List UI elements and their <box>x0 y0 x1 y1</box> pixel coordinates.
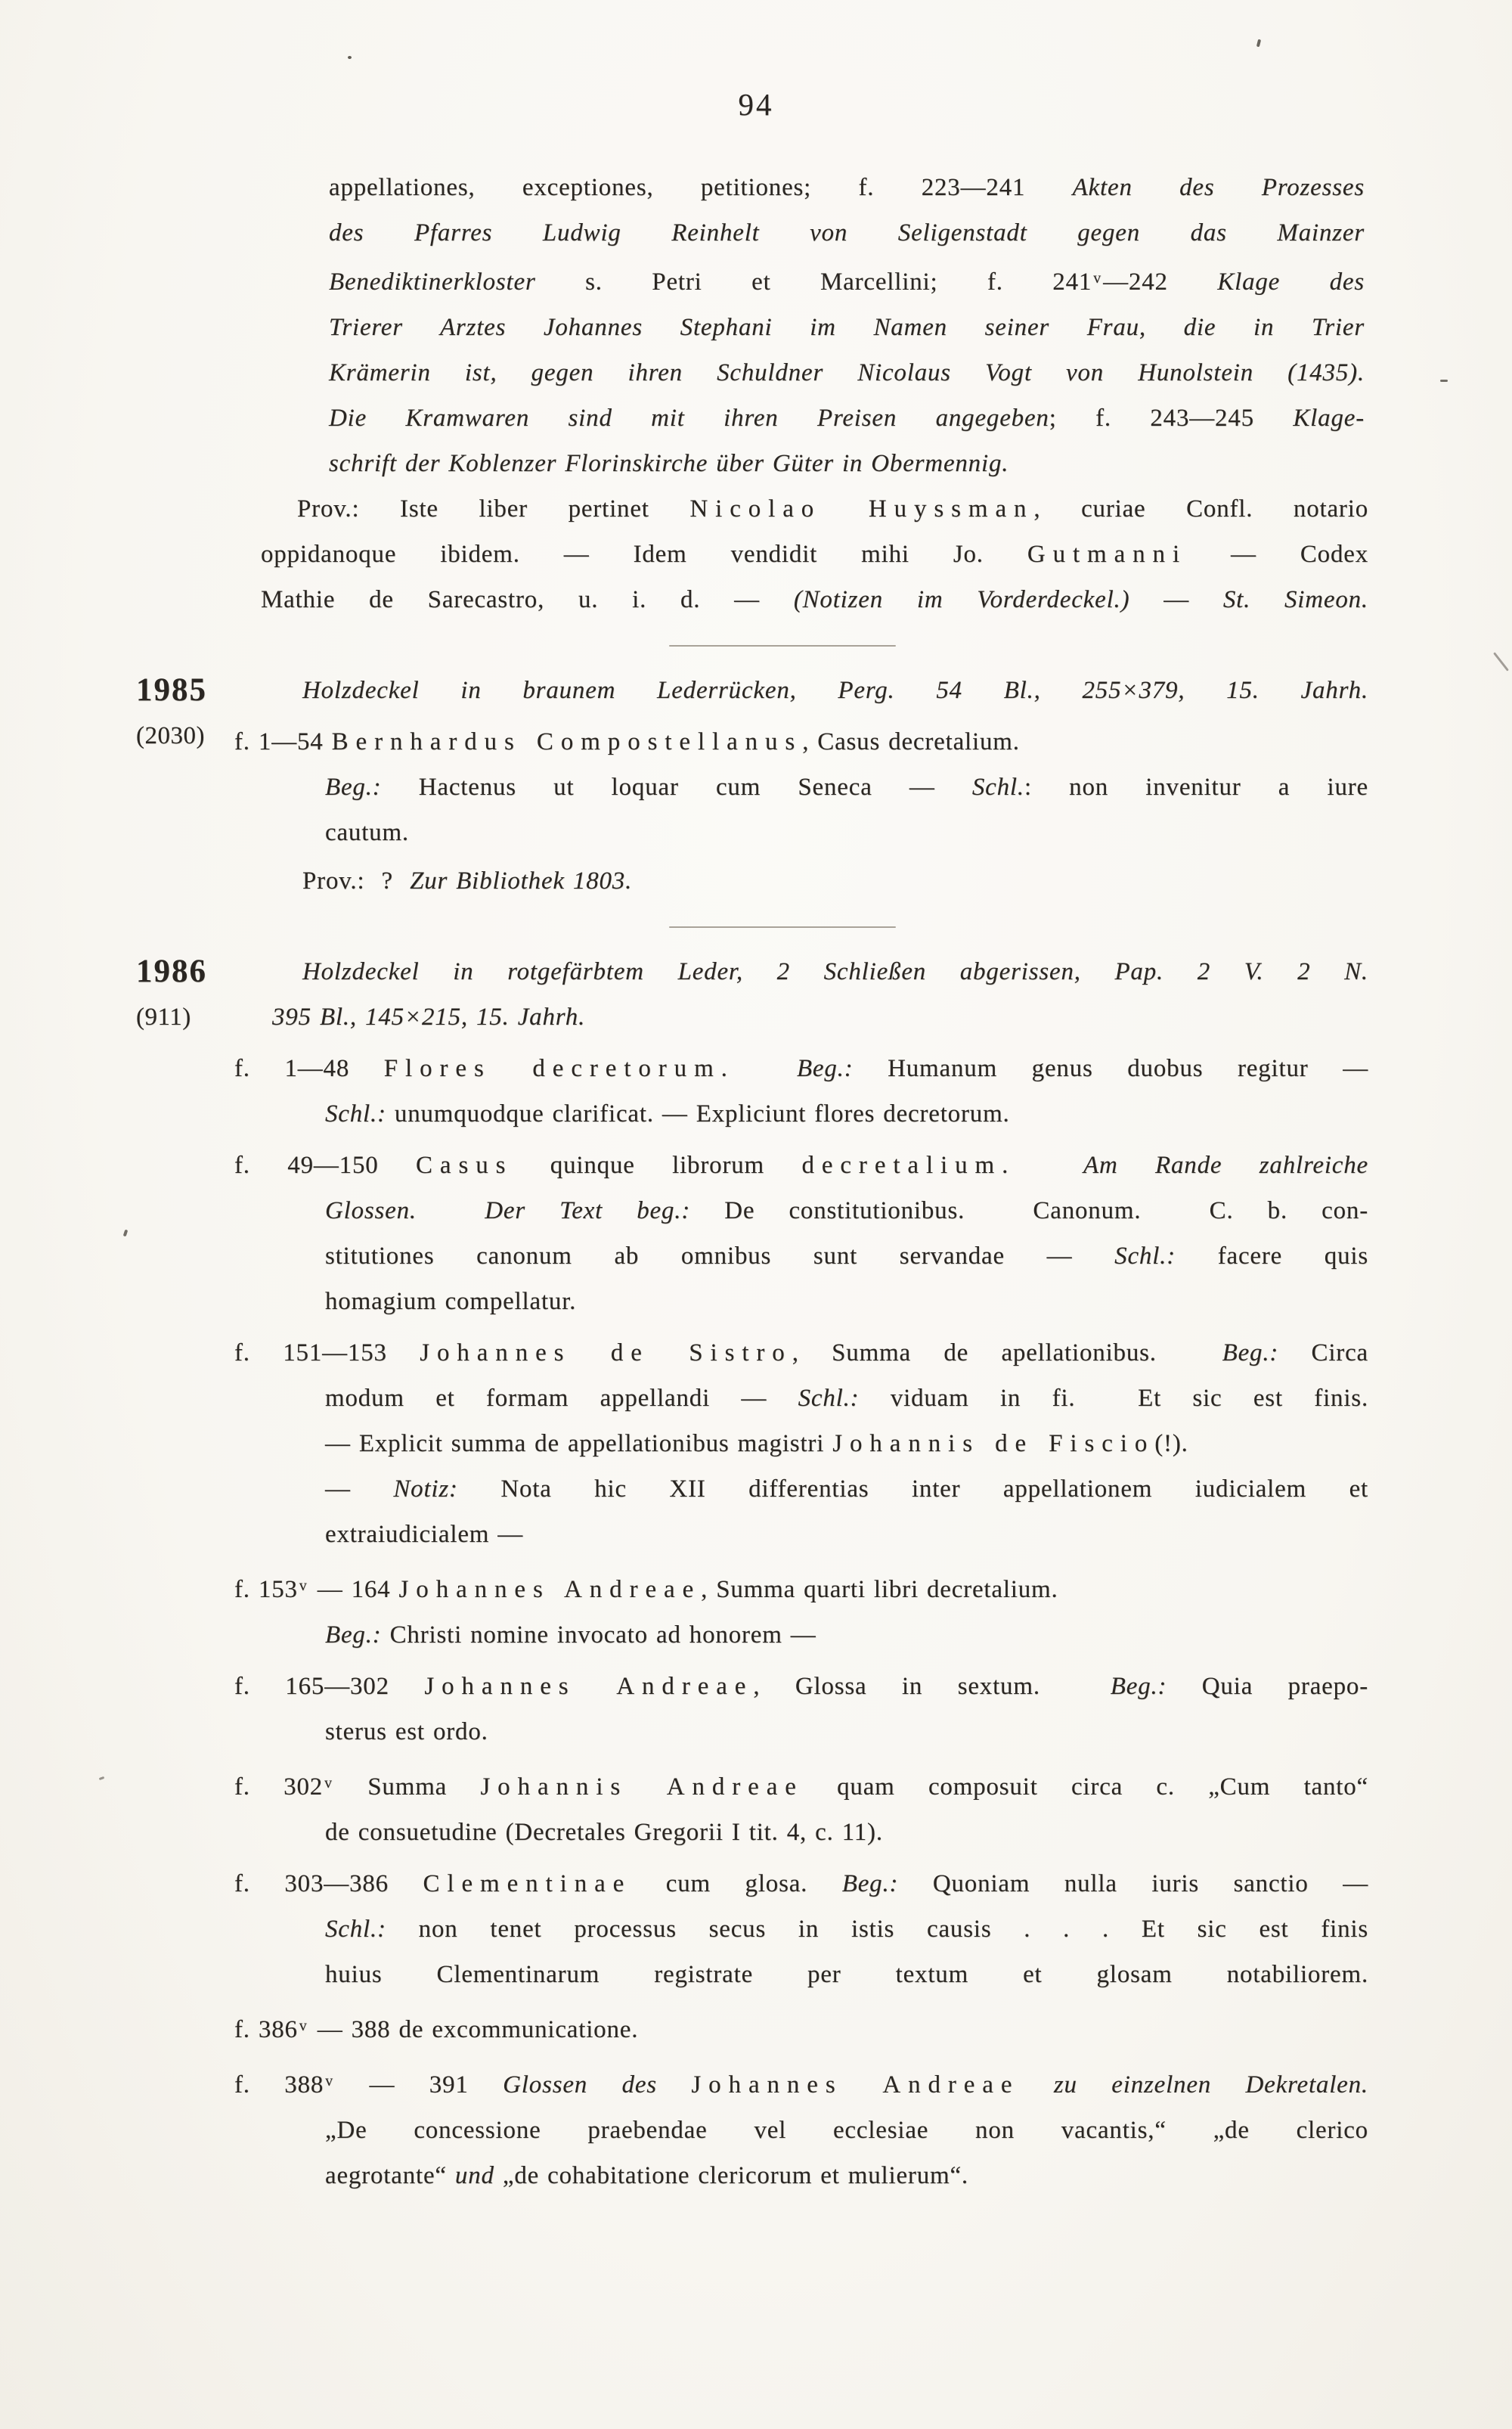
text-line <box>325 1233 1368 1279</box>
entry-item <box>234 1760 1368 1855</box>
entry-item <box>234 1861 1368 1997</box>
text-line <box>325 1810 1368 1855</box>
entry-item <box>234 1330 1368 1557</box>
text-line <box>325 1906 1368 1952</box>
text-run: — 391 <box>335 2071 503 2099</box>
text-run: f. 388 <box>234 2071 324 2099</box>
text-run: . <box>720 1054 797 1082</box>
entry-label <box>136 668 234 904</box>
entry-old-shelfmark: (911) <box>136 1003 191 1031</box>
text-run: Beg.: <box>1110 1672 1167 1700</box>
text-line <box>234 1664 1368 1709</box>
text-run: facere quis <box>1176 1242 1368 1270</box>
text-run: Beg.: <box>796 1054 854 1082</box>
text-run: huius Clementinarum registrate per textum et glosam notabiliorem. <box>325 1960 1368 1988</box>
text-run: Glossen. Der Text beg.: <box>325 1196 691 1224</box>
text-run: Prov.: ? <box>302 867 411 895</box>
text-run: Hactenus ut loquar cum Seneca — <box>381 773 972 801</box>
text-run: Trierer Arztes Johannes Stephani im Namen seiner Frau, die in Trier <box>329 313 1365 341</box>
text-line <box>302 858 1368 904</box>
text-run: Beg.: <box>325 773 382 801</box>
entry-content <box>234 949 1368 2198</box>
text-run: —242 <box>1103 268 1218 296</box>
text-run: extraiudicialem — <box>325 1520 524 1548</box>
text-run: viduam in fi. Et sic est finis. <box>859 1384 1368 1412</box>
text-run: Johannis Andreae <box>480 1773 804 1801</box>
text-run: Summa <box>333 1773 481 1801</box>
text-run: Casus <box>416 1151 513 1179</box>
text-run: cum glosa. <box>631 1869 842 1897</box>
entry-binding-heading <box>234 949 1368 1040</box>
page-number: 94 <box>738 87 774 122</box>
text-run: De constitutionibus. Canonum. C. b. con- <box>690 1196 1368 1224</box>
text-line <box>261 577 1368 622</box>
text-run: Bernhardus Compostellanus <box>331 727 803 755</box>
text-line <box>325 1612 1368 1658</box>
text-run: Holzdeckel in rotgefärbtem Leder, 2 Schließen abgerissen, Pap. 2 V. 2 N. <box>302 957 1368 985</box>
text-line <box>234 1563 1368 1612</box>
text-run: Humanum genus duobus regitur — <box>853 1054 1368 1082</box>
text-run: Glossen des <box>503 2071 657 2099</box>
entry-item <box>234 719 1368 855</box>
text-run: — Explicit summa de appellationibus magistri <box>325 1429 833 1457</box>
text-run: Akten des Prozesses <box>1072 174 1365 201</box>
text-line <box>234 2058 1368 2108</box>
text-run: „De concessione praebendae vel ecclesiae non vacantis,“ „de clerico <box>325 2116 1368 2144</box>
text-run: oppidanoque ibidem. — Idem vendidit mihi Jo. <box>261 540 1027 568</box>
scan-speck <box>123 1230 129 1237</box>
text-run: : non invenitur a iure <box>1024 773 1368 801</box>
text-run: Prov.: Iste liber pertinet <box>297 495 690 523</box>
text-run: , Glossa in sextum. <box>753 1672 1111 1700</box>
text-line <box>325 1188 1368 1233</box>
text-line <box>329 305 1365 350</box>
text-run: v <box>299 2017 307 2034</box>
entry-number: 1986 <box>136 953 207 989</box>
text-run: Am Rande zahlreiche <box>1083 1151 1369 1179</box>
text-run: cautum. <box>325 818 409 846</box>
text-run: — 164 <box>308 1575 399 1603</box>
text-line <box>302 668 1368 713</box>
text-run: Flores decretorum <box>383 1054 721 1082</box>
entry-number: 1985 <box>136 672 207 708</box>
entry-binding-heading <box>234 668 1368 713</box>
text-run: modum et formam appellandi — <box>325 1384 798 1412</box>
text-run: f. 151—153 <box>234 1339 420 1367</box>
text-run: decretalium <box>801 1151 1002 1179</box>
text-line <box>234 719 1368 765</box>
text-run: Johannes Andreae <box>691 2071 1020 2099</box>
text-line <box>234 1330 1368 1376</box>
text-run: — 388 de excommunicatione. <box>308 2015 639 2043</box>
text-run: Schl. <box>971 773 1024 801</box>
text-run: f. 386 <box>234 2015 298 2043</box>
text-run: Quia praepo- <box>1167 1672 1368 1700</box>
entry-item <box>234 1143 1368 1324</box>
text-run: Holzdeckel in braunem Lederrücken, Perg. 54 Bl., 255×379, 15. Jahrh. <box>302 676 1368 704</box>
text-run: Clementinae <box>423 1869 632 1897</box>
text-line <box>325 810 1368 855</box>
text-run: — <box>1129 585 1223 613</box>
text-run: „de cohabitatione clericorum et mulierum“. <box>494 2161 968 2189</box>
text-run: appellationes, exceptiones, petitiones; f. 223—241 <box>329 174 1073 201</box>
text-run: , Casus decretalium. <box>802 727 1020 755</box>
text-run: Quoniam nulla iuris sanctio — <box>898 1869 1368 1897</box>
text-line <box>234 1760 1368 1810</box>
text-run: Klage des <box>1217 268 1365 296</box>
text-line <box>325 1376 1368 1421</box>
text-line <box>325 1512 1368 1557</box>
text-line <box>325 1466 1368 1512</box>
text-run: Johannes Andreae <box>424 1672 754 1700</box>
text-run: Die Kramwaren sind mit ihren Preisen angegeben <box>329 404 1049 432</box>
text-line <box>325 1091 1368 1137</box>
text-run: de consuetudine (Decretales Gregorii I tit. 4, c. 11). <box>325 1818 883 1846</box>
text-run: Beg.: <box>325 1621 382 1649</box>
text-run: stitutiones canonum ab omnibus sunt servandae — <box>325 1242 1115 1270</box>
entry-provenance <box>302 858 1368 904</box>
text-line <box>325 765 1368 810</box>
text-line <box>234 1046 1368 1091</box>
text-run: quam composuit circa c. „Cum tanto“ <box>803 1773 1369 1801</box>
provenance-paragraph <box>261 486 1368 622</box>
text-run: unumquodque clarificat. — Expliciunt flores decretorum. <box>386 1100 1010 1128</box>
text-run: Circa <box>1278 1339 1368 1367</box>
text-run: Klage- <box>1293 404 1365 432</box>
entry-old-shelfmark: (2030) <box>136 721 205 749</box>
text-run: , curiae Confl. notario <box>1033 495 1368 523</box>
entry-label <box>136 949 234 2198</box>
text-run: Mathie de Sarecastro, u. i. d. — <box>261 585 794 613</box>
text-run: Notiz: <box>393 1475 458 1503</box>
text-line <box>325 1279 1368 1324</box>
text-run: , Summa de apellationibus. <box>792 1339 1222 1367</box>
text-line <box>302 949 1368 994</box>
text-run <box>657 2071 691 2099</box>
text-run: v <box>324 1774 332 1792</box>
text-run: f. 153 <box>234 1575 298 1603</box>
text-line <box>325 2153 1368 2198</box>
entry-item <box>234 2003 1368 2052</box>
scan-speck <box>1440 380 1448 382</box>
text-run: f. 303—386 <box>234 1869 423 1897</box>
text-run: f. 1—48 <box>234 1054 384 1082</box>
text-line <box>325 1709 1368 1754</box>
text-line <box>329 396 1365 441</box>
text-run: f. 49—150 <box>234 1151 416 1179</box>
text-line <box>261 532 1368 577</box>
text-run <box>1019 2071 1053 2099</box>
entry-continuation-section <box>0 165 1512 622</box>
entry-content <box>234 668 1368 904</box>
text-run: Schl.: <box>798 1384 860 1412</box>
text-run: (Notizen im Vorderdeckel.) <box>793 585 1130 613</box>
text-run: St. Simeon. <box>1222 585 1368 613</box>
text-run: Schl.: <box>1114 1242 1176 1270</box>
text-run: . <box>1002 1151 1084 1179</box>
text-run: Beg.: <box>841 1869 899 1897</box>
text-run: f. 302 <box>234 1773 324 1801</box>
text-run: , Summa quarti libri decretalium. <box>701 1575 1058 1603</box>
text-line <box>325 1421 1368 1466</box>
text-line <box>325 2108 1368 2153</box>
text-run: Schl.: <box>325 1915 386 1943</box>
text-run: f. 165—302 <box>234 1672 425 1700</box>
text-line <box>234 2003 1368 2052</box>
section-divider <box>669 645 896 647</box>
text-run: Beg.: <box>1222 1339 1279 1367</box>
text-run: des Pfarres Ludwig Reinhelt von Seligenstadt gegen das Mainzer <box>329 219 1365 247</box>
text-run: s. Petri et Marcellini; f. 241 <box>535 268 1092 296</box>
text-run: ; f. 243—245 <box>1049 404 1294 432</box>
text-line <box>329 350 1365 396</box>
text-run: sterus est ordo. <box>325 1717 488 1745</box>
text-run: Krämerin ist, gegen ihren Schuldner Nicolaus Vogt von Hunolstein (1435). <box>329 358 1365 386</box>
text-run: quinque librorum <box>513 1151 802 1179</box>
entry-item <box>234 1046 1368 1137</box>
text-run: Benediktinerkloster <box>329 268 536 296</box>
scan-speck <box>99 1776 105 1780</box>
text-run: Johannes Andreae <box>398 1575 702 1603</box>
text-run: schrift der Koblenzer Florinskirche über Güter in Obermennig. <box>329 449 1009 477</box>
text-run: Nota hic XII differentias inter appellationem iudicialem et <box>457 1475 1368 1503</box>
text-run: — <box>325 1475 394 1503</box>
text-line <box>234 1143 1368 1188</box>
entry-item <box>234 1664 1368 1754</box>
text-run: homagium compellatur. <box>325 1287 577 1315</box>
text-line <box>272 994 1368 1040</box>
entry-item <box>234 2058 1368 2198</box>
text-run: Schl.: <box>325 1100 386 1128</box>
text-line <box>329 256 1365 305</box>
section-divider <box>669 926 896 928</box>
text-run: v <box>325 2072 333 2089</box>
text-run: 395 Bl., 145×215, 15. Jahrh. <box>272 1003 586 1031</box>
text-line <box>325 1952 1368 1997</box>
catalog-entry-1985 <box>136 668 1512 904</box>
text-run: Zur Bibliothek 1803. <box>410 867 633 895</box>
text-line <box>261 486 1368 532</box>
continuation-paragraph <box>329 165 1365 486</box>
catalog-entry-1986 <box>136 949 1512 2198</box>
text-run: — Codex <box>1187 540 1368 568</box>
text-run: zu einzelnen Dekretalen. <box>1053 2071 1368 2099</box>
text-line <box>329 441 1365 486</box>
text-line <box>329 165 1365 210</box>
text-run: Christi nomine invocato ad honorem — <box>381 1621 816 1649</box>
text-run: Johannis de Fiscio <box>832 1429 1155 1457</box>
text-run: Johannes de Sistro <box>420 1339 792 1367</box>
entry-item <box>234 1563 1368 1658</box>
text-run: aegrotante“ <box>325 2161 455 2189</box>
text-line <box>329 210 1365 256</box>
text-run: v <box>1093 270 1101 287</box>
text-run: v <box>299 1577 307 1594</box>
text-line <box>234 1861 1368 1906</box>
text-run: und <box>454 2161 494 2189</box>
text-run: f. 1—54 <box>234 727 332 755</box>
text-run: non tenet processus secus in istis causis . . . Et sic est finis <box>386 1915 1368 1943</box>
scan-speck <box>348 56 352 59</box>
text-run: Nicolao Huyssman <box>689 495 1034 523</box>
text-run: Gutmanni <box>1027 540 1188 568</box>
text-run: (!). <box>1154 1429 1188 1457</box>
